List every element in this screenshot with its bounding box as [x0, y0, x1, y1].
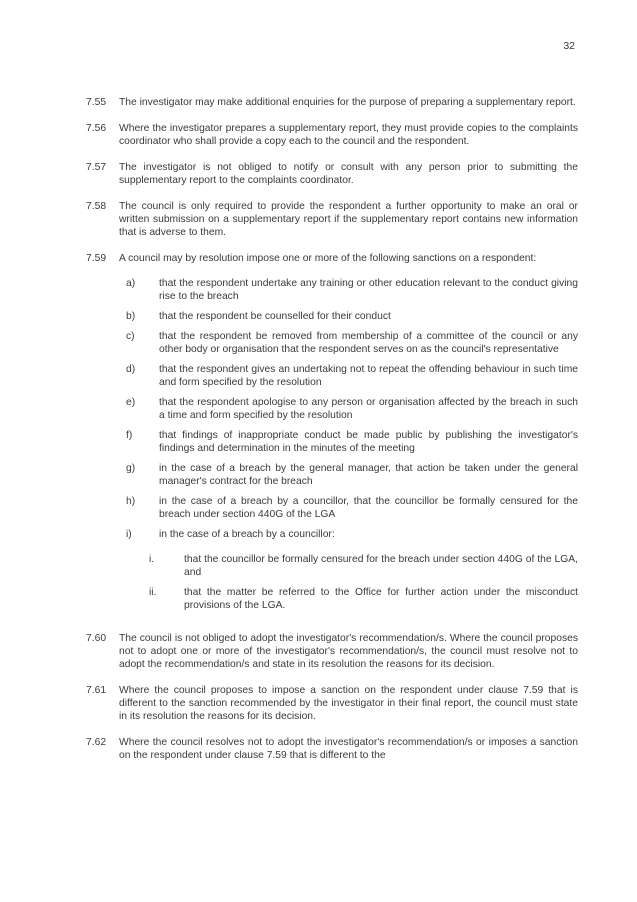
list-item-label: e) [126, 397, 136, 408]
list-item [126, 277, 578, 303]
list-item-label: g) [126, 463, 136, 474]
list-item-label: d) [126, 364, 136, 375]
clause-text: The investigator may make additional enquiries for the purpose of preparing a supplementary report. [119, 97, 576, 108]
clause-text: A council may by resolution impose one or more of the following sanctions on a respondent: [119, 253, 537, 264]
clause-number: 7.60 [86, 633, 107, 644]
sanctions-list [119, 277, 578, 612]
list-item-text: that the respondent gives an undertaking not to repeat the offending behaviour in such time and form specified by the resolution [159, 364, 578, 388]
list-item [126, 396, 578, 422]
nested-list-item-label: i. [149, 554, 155, 565]
clause-number: 7.57 [86, 162, 107, 173]
list-item [126, 429, 578, 455]
list-item [126, 363, 578, 389]
clause-number: 7.56 [86, 123, 107, 134]
nested-list-item [147, 586, 578, 612]
clause-7-55 [86, 96, 578, 109]
list-item-text: that the respondent apologise to any person or organisation affected by the breach in such a time and form specified by the resolution [159, 397, 578, 421]
clause-number: 7.58 [86, 201, 107, 212]
document-body [86, 96, 578, 775]
list-item-label: a) [126, 278, 136, 289]
clause-text: Where the council proposes to impose a sanction on the respondent under clause 7.59 that is different to the sanction recommended by the investigator in their final report, the council must state in its resolution the reasons for its decision. [119, 685, 578, 722]
clause-text: The investigator is not obliged to notify or consult with any person prior to submitting the supplementary report to the complaints coordinator. [119, 162, 578, 186]
list-item-text: in the case of a breach by a councillor, that the councillor be formally censured for the breach under section 440G of the LGA [159, 496, 578, 520]
nested-list-item-label: ii. [149, 587, 157, 598]
clause-7-61 [86, 684, 578, 723]
clause-7-59 [86, 252, 578, 619]
clause-7-58 [86, 200, 578, 239]
list-item-label: f) [126, 430, 133, 441]
clause-text: Where the council resolves not to adopt the investigator's recommendation/s or imposes a sanction on the respondent under clause 7.59 that is different to the [119, 737, 578, 761]
list-item-label: h) [126, 496, 136, 507]
list-item [126, 462, 578, 488]
nested-sanctions-list [147, 553, 578, 612]
clause-text: The council is only required to provide the respondent a further opportunity to make an oral or written submission on a supplementary report if the supplementary report contains new information that is adverse to them. [119, 201, 578, 238]
list-item-text: that the respondent be counselled for their conduct [159, 311, 391, 322]
clause-number: 7.55 [86, 97, 107, 108]
nested-list-item-text: that the councillor be formally censured for the breach under section 440G of the LGA, and [184, 554, 578, 578]
clause-text: Where the investigator prepares a supplementary report, they must provide copies to the complaints coordinator who shall provide a copy each to the council and the respondent. [119, 123, 578, 147]
clause-7-60 [86, 632, 578, 671]
nested-list-item-text: that the matter be referred to the Office for further action under the misconduct provisions of the LGA. [184, 587, 578, 611]
clause-7-62 [86, 736, 578, 762]
list-item-label: i) [126, 529, 132, 540]
list-item-text: in the case of a breach by the general manager, that action be taken under the general manager's contract for the breach [159, 463, 578, 487]
clause-number: 7.59 [86, 253, 107, 264]
list-item [126, 330, 578, 356]
list-item [126, 495, 578, 521]
page-number: 32 [563, 40, 575, 52]
clause-7-56 [86, 122, 578, 148]
clause-number: 7.61 [86, 685, 107, 696]
list-item-text: that the respondent undertake any training or other education relevant to the conduct giving rise to the breach [159, 278, 578, 302]
list-item [126, 528, 578, 541]
list-item [126, 310, 578, 323]
list-item-label: c) [126, 331, 135, 342]
list-item-text: that the respondent be removed from membership of a committee of the council or any other body or organisation that the respondent serves on as the council's representative [159, 331, 578, 355]
list-item-label: b) [126, 311, 136, 322]
clause-7-57 [86, 161, 578, 187]
nested-list-item [147, 553, 578, 579]
clause-number: 7.62 [86, 737, 107, 748]
list-item-text: in the case of a breach by a councillor: [159, 529, 335, 540]
clause-text: The council is not obliged to adopt the investigator's recommendation/s. Where the council proposes not to adopt one or more of the investigator's recommendation/s, the council must resolve not to adopt the recommendation/s and state in its resolution the reasons for its decision. [119, 633, 578, 670]
list-item-text: that findings of inappropriate conduct be made public by publishing the investigator's findings and determination in the minutes of the meeting [159, 430, 578, 454]
